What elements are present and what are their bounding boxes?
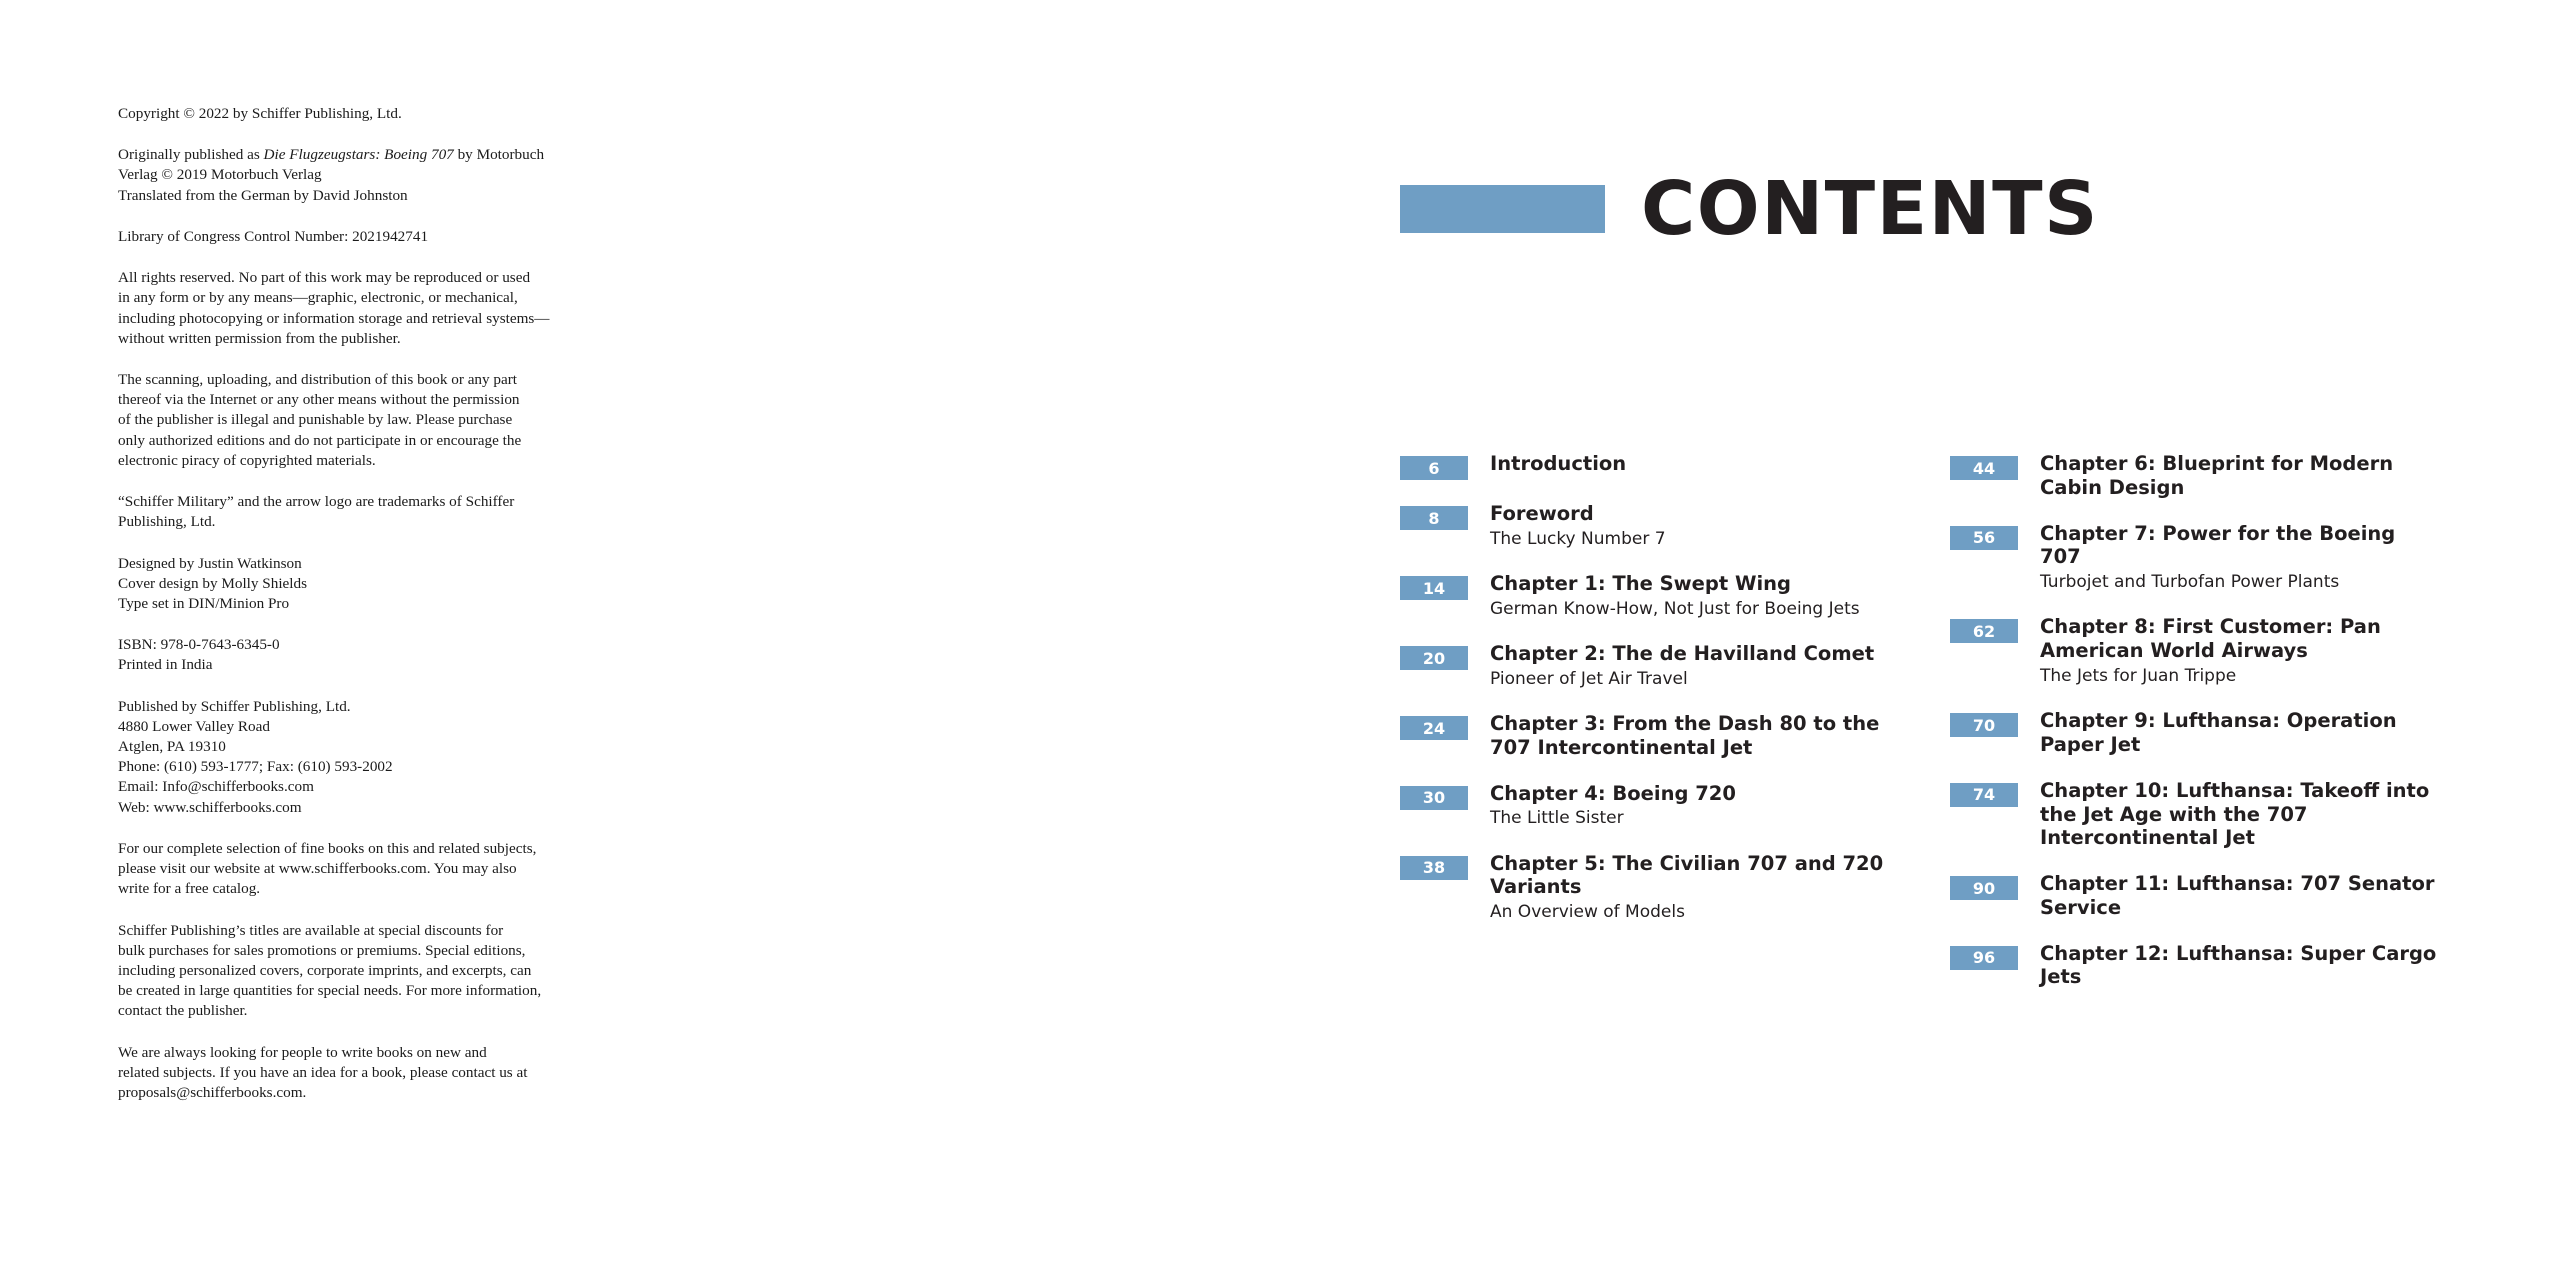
copyright-line: proposals@schifferbooks.com. <box>118 1084 307 1102</box>
toc-page-number[interactable]: 30 <box>1400 786 1468 810</box>
toc-entry-title[interactable]: Chapter 6: Blueprint for Modern Cabin Design <box>2040 452 2394 499</box>
toc-entry[interactable] <box>1950 615 2440 687</box>
copyright-line: Email: Info@schifferbooks.com <box>118 778 314 796</box>
copyright-line: be created in large quantities for special needs. For more information, <box>118 982 542 1000</box>
toc-entry-title[interactable]: Chapter 10: Lufthansa: Takeoff into the Jet Age with the 707 Intercontinental Jet <box>2040 778 2430 850</box>
copyright-paragraph <box>118 145 648 206</box>
toc-entry-text <box>1490 572 1890 620</box>
toc-entry-title[interactable]: Chapter 12: Lufthansa: Super Cargo Jets <box>2040 941 2437 989</box>
toc-page-number[interactable]: 8 <box>1400 506 1468 530</box>
copyright-line: Printed in India <box>118 656 213 674</box>
toc-entry[interactable] <box>1950 452 2440 500</box>
toc-page-number[interactable]: 56 <box>1950 526 2018 550</box>
toc-entry-title[interactable]: Chapter 4: Boeing 720 <box>1490 781 1736 805</box>
toc-entry-text <box>2040 709 2440 757</box>
toc-entry[interactable] <box>1950 872 2440 920</box>
toc-entry-text <box>1490 642 1890 690</box>
toc-page-number[interactable]: 62 <box>1950 619 2018 643</box>
copyright-paragraph <box>118 370 648 471</box>
copyright-line: including personalized covers, corporate imprints, and excerpts, can <box>118 962 532 979</box>
toc-entry-title[interactable]: Chapter 7: Power for the Boeing 707 <box>2040 521 2396 569</box>
toc-entry-title[interactable]: Chapter 2: The de Havilland Comet <box>1490 642 1875 666</box>
copyright-line: only authorized editions and do not participate in or encourage the <box>118 431 522 449</box>
contents-page <box>1400 0 2500 1280</box>
toc-entry-subtitle: An Overview of Models <box>1490 902 1685 923</box>
copyright-line: without written permission from the publisher. <box>118 329 401 347</box>
toc-entry[interactable] <box>1950 779 2440 850</box>
toc-page-number[interactable]: 90 <box>1950 876 2018 900</box>
copyright-line: write for a free catalog. <box>118 880 261 898</box>
toc-entry-subtitle: Turbojet and Turbofan Power Plants <box>2040 572 2340 593</box>
toc-entry-subtitle: The Little Sister <box>1490 808 1624 829</box>
toc-entry[interactable] <box>1950 522 2440 594</box>
toc-entry[interactable] <box>1950 709 2440 757</box>
copyright-paragraph <box>118 492 648 532</box>
toc-column-right <box>1950 452 2440 1011</box>
toc-page-number[interactable]: 14 <box>1400 576 1468 600</box>
toc-entry-text <box>1490 782 1890 830</box>
toc-entry[interactable] <box>1400 852 1890 924</box>
copyright-line: Library of Congress Control Number: 2021942741 <box>118 227 429 245</box>
copyright-line: Schiffer Publishing’s titles are available at special discounts for <box>118 921 504 939</box>
copyright-line: Translated from the German by David Johnston <box>118 186 408 204</box>
copyright-line: Originally published as Die Flugzeugstars: Boeing 707 by Motorbuch <box>118 146 545 164</box>
toc-entry-title[interactable]: Chapter 3: From the Dash 80 to the 707 Intercontinental Jet <box>1490 712 1880 759</box>
copyright-paragraph <box>118 104 648 124</box>
copyright-line: 4880 Lower Valley Road <box>118 717 270 735</box>
toc-entry[interactable] <box>1400 452 1890 480</box>
toc-entry-text <box>1490 452 1890 476</box>
toc-page-number[interactable]: 44 <box>1950 456 2018 480</box>
copyright-line: Copyright © 2022 by Schiffer Publishing, Ltd. <box>118 105 402 122</box>
copyright-paragraph <box>118 554 648 615</box>
toc-entry-text <box>2040 615 2440 687</box>
toc-entry-text <box>2040 452 2440 500</box>
toc-entry-text <box>2040 942 2440 990</box>
toc-entry-text <box>2040 522 2440 594</box>
copyright-line: bulk purchases for sales promotions or premiums. Special editions, <box>118 941 526 959</box>
copyright-line: electronic piracy of copyrighted materials. <box>118 451 376 469</box>
copyright-line: Type set in DIN/Minion Pro <box>118 594 290 612</box>
copyright-line: Publishing, Ltd. <box>118 513 216 531</box>
copyright-line: All rights reserved. No part of this work may be reproduced or used <box>118 269 531 287</box>
toc-entry-subtitle: German Know-How, Not Just for Boeing Jets <box>1490 598 1860 619</box>
copyright-text <box>118 104 648 1103</box>
toc-page-number[interactable]: 70 <box>1950 713 2018 737</box>
toc-entry-title[interactable]: Introduction <box>1490 452 1627 475</box>
copyright-line: The scanning, uploading, and distribution of this book or any part <box>118 370 518 388</box>
copyright-line: related subjects. If you have an idea for a book, please contact us at <box>118 1063 528 1081</box>
copyright-line: Atglen, PA 19310 <box>118 738 226 756</box>
toc-page-number[interactable]: 24 <box>1400 716 1468 740</box>
copyright-line: Designed by Justin Watkinson <box>118 554 302 572</box>
toc-entry-title[interactable]: Foreword <box>1490 502 1594 525</box>
toc-entry-title[interactable]: Chapter 9: Lufthansa: Operation Paper Jet <box>2040 709 2397 756</box>
toc-entry-text <box>2040 779 2440 850</box>
contents-header <box>1400 166 2099 252</box>
copyright-line: thereof via the Internet or any other means without the permission <box>118 391 520 409</box>
copyright-line: ISBN: 978-0-7643-6345-0 <box>118 636 280 654</box>
copyright-line: including photocopying or information storage and retrieval systems— <box>118 309 550 327</box>
toc-entry[interactable] <box>1950 942 2440 990</box>
page-title: CONTENTS <box>1641 166 2099 252</box>
copyright-line: contact the publisher. <box>118 1002 248 1020</box>
toc-page-number[interactable]: 74 <box>1950 783 2018 807</box>
table-of-contents <box>1400 452 2500 1011</box>
toc-entry-title[interactable]: Chapter 1: The Swept Wing <box>1490 572 1792 596</box>
toc-column-left <box>1400 452 1890 1011</box>
original-title-italic: Die Flugzeugstars: Boeing 707 <box>263 146 454 164</box>
toc-entry-title[interactable]: Chapter 5: The Civilian 707 and 720 Variants <box>1490 851 1884 899</box>
toc-entry-title[interactable]: Chapter 11: Lufthansa: 707 Senator Service <box>2040 872 2435 919</box>
toc-entry-subtitle: Pioneer of Jet Air Travel <box>1490 668 1688 689</box>
copyright-paragraph <box>118 1043 648 1104</box>
copyright-line: “Schiffer Military” and the arrow logo are trademarks of Schiffer <box>118 493 515 511</box>
toc-entry-title[interactable]: Chapter 8: First Customer: Pan American World Airways <box>2040 615 2381 663</box>
copyright-line: please visit our website at www.schifferbooks.com. You may also <box>118 860 517 878</box>
copyright-line: For our complete selection of fine books on this and related subjects, <box>118 839 537 857</box>
copyright-line: Verlag © 2019 Motorbuch Verlag <box>118 166 322 184</box>
toc-entry-text <box>1490 502 1890 550</box>
toc-entry-text <box>2040 872 2440 920</box>
toc-page-number[interactable]: 96 <box>1950 946 2018 970</box>
toc-page-number[interactable]: 6 <box>1400 456 1468 480</box>
copyright-line: Web: www.schifferbooks.com <box>118 798 302 816</box>
toc-entry-subtitle: The Lucky Number 7 <box>1490 528 1666 549</box>
toc-page-number[interactable]: 38 <box>1400 856 1468 880</box>
copyright-line: Cover design by Molly Shields <box>118 574 307 592</box>
copyright-paragraph <box>118 839 648 900</box>
header-accent-bar <box>1400 185 1605 233</box>
toc-entry-text <box>1490 852 1890 924</box>
copyright-line: in any form or by any means—graphic, electronic, or mechanical, <box>118 289 518 307</box>
toc-entry[interactable] <box>1400 502 1890 550</box>
copyright-paragraph <box>118 268 648 349</box>
copyright-paragraph <box>118 697 648 818</box>
toc-entry-text <box>1490 712 1890 760</box>
copyright-paragraph <box>118 635 648 675</box>
copyright-paragraph <box>118 227 648 247</box>
toc-page-number[interactable]: 20 <box>1400 646 1468 670</box>
toc-entry[interactable] <box>1400 782 1890 830</box>
copyright-page <box>118 104 648 1124</box>
copyright-line: of the publisher is illegal and punishable by law. Please purchase <box>118 411 513 429</box>
toc-entry[interactable] <box>1400 712 1890 760</box>
toc-entry[interactable] <box>1400 642 1890 690</box>
copyright-line: Published by Schiffer Publishing, Ltd. <box>118 697 351 715</box>
copyright-line: Phone: (610) 593-1777; Fax: (610) 593-2002 <box>118 758 393 776</box>
copyright-paragraph <box>118 921 648 1022</box>
toc-entry-subtitle: The Jets for Juan Trippe <box>2040 665 2237 686</box>
copyright-line: We are always looking for people to write books on new and <box>118 1043 487 1061</box>
toc-entry[interactable] <box>1400 572 1890 620</box>
